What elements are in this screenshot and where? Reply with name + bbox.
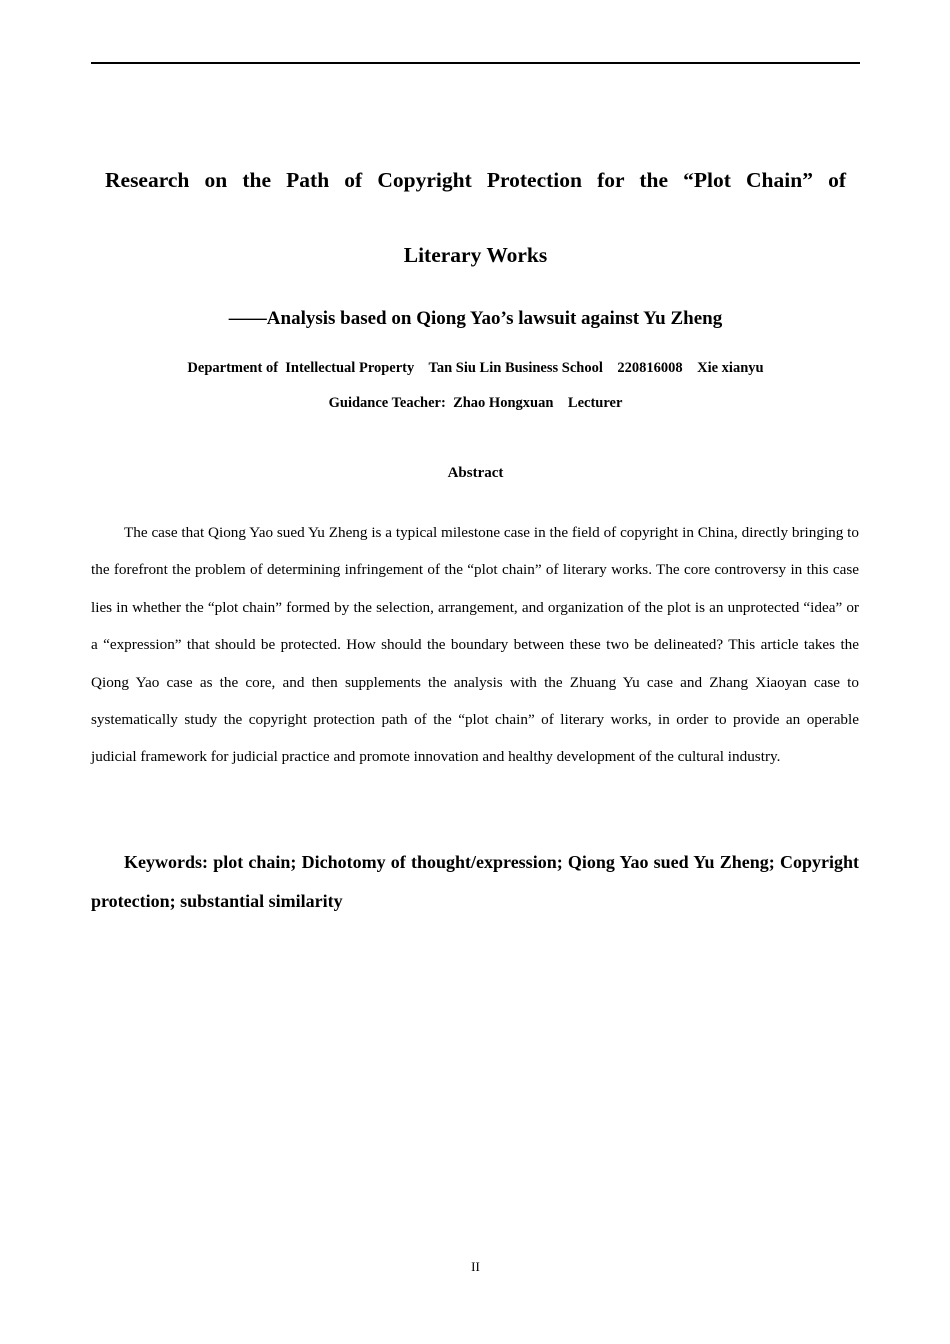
header-rule	[91, 62, 860, 64]
keywords: Keywords: plot chain; Dichotomy of thought/expression; Qiong Yao sued Yu Zheng; Copyright protection; substantial similarity	[91, 852, 859, 911]
paper-subtitle: ——Analysis based on Qiong Yao’s lawsuit against Yu Zheng	[228, 308, 723, 329]
abstract-heading: Abstract	[447, 465, 504, 481]
abstract-body: The case that Qiong Yao sued Yu Zheng is a typical milestone case in the field of copyright in China, directly bringing to the forefront the problem of determining infringement of the “plot chain” of literary works. The core controversy in this case lies in whether the “plot chain” formed by the selection, arrangement, and organization of the plot is an unprotected “idea” or a “expression” that should be protected. How should the boundary between these two be delineated? This article takes the Qiong Yao case as the core, and then supplements the analysis with the Zhuang Yu case and Zhang Xiaoyan case to systematically study the copyright protection path of the “plot chain” of literary works, in order to provide an operable judicial framework for judicial practice and promote innovation and healthy development of the cultural industry.	[91, 524, 859, 766]
page-number: II	[471, 1259, 480, 1274]
paper-title-line-2: Literary Works	[403, 243, 548, 267]
paper-title-line-1: Research on the Path of Copyright Protection for the “Plot Chain” of	[105, 168, 846, 192]
guidance-teacher-info: Guidance Teacher: Zhao Hongxuan Lecturer	[328, 395, 623, 411]
author-info: Department of Intellectual Property Tan Siu Lin Business School 220816008 Xie xianyu	[187, 360, 764, 376]
